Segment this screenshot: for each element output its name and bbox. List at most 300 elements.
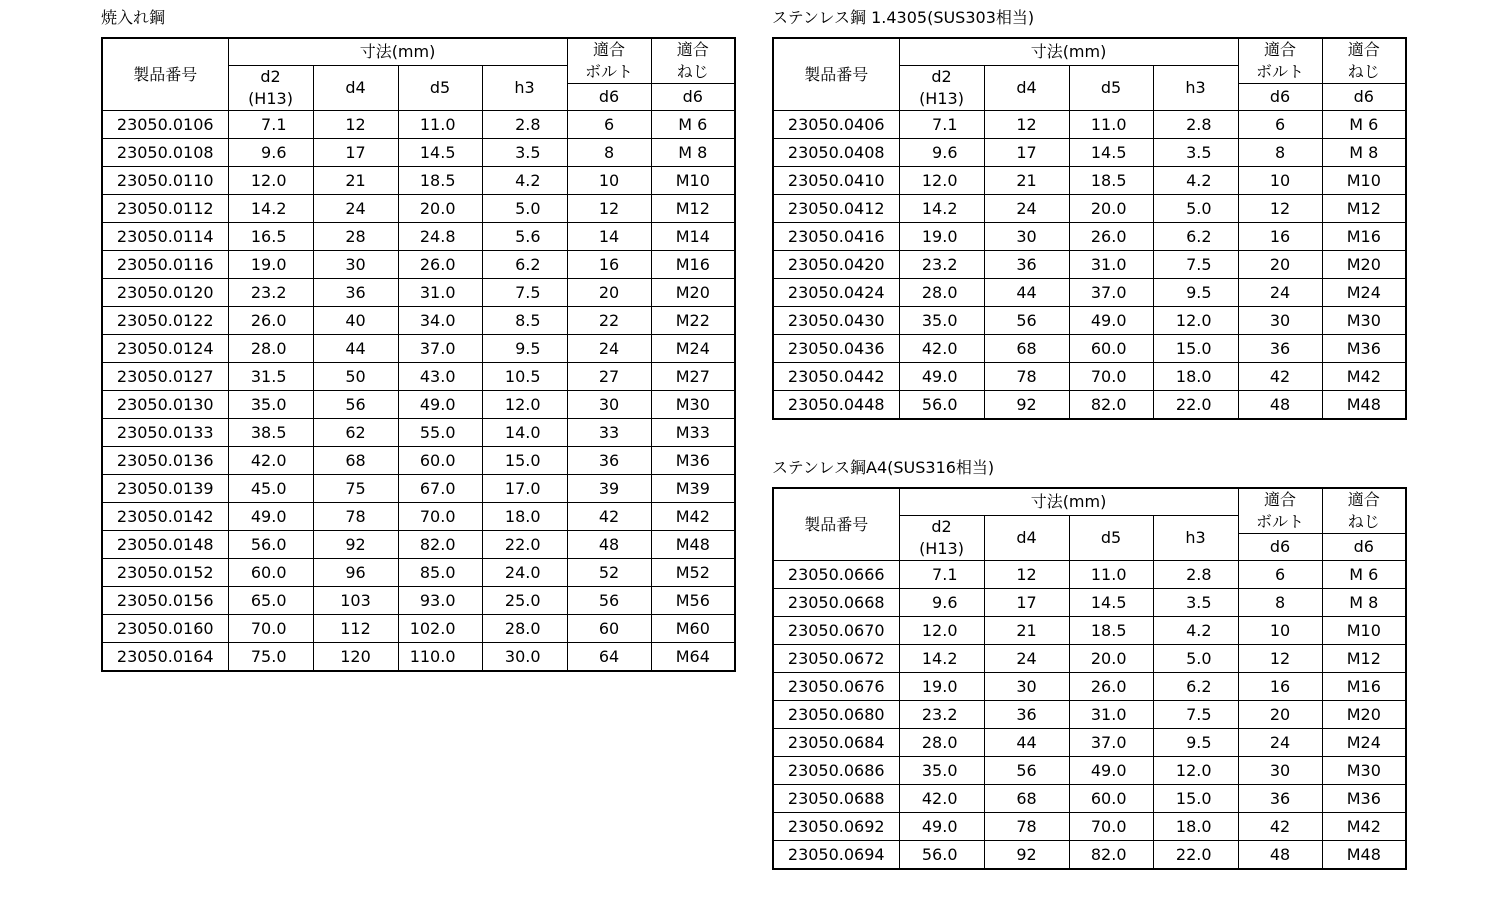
cell-d5: 82.0 xyxy=(398,531,482,559)
header-h3: h3 xyxy=(1153,66,1238,111)
table-row xyxy=(773,251,1406,279)
cell-h3: 9.5 xyxy=(482,335,567,363)
cell-d4: 92 xyxy=(984,841,1069,870)
cell-d5: 11.0 xyxy=(1069,561,1153,589)
header-d2-label: d2 xyxy=(931,67,952,86)
cell-thread: M 8 xyxy=(651,139,735,167)
cell-d4: 17 xyxy=(984,139,1069,167)
cell-d4: 36 xyxy=(313,279,398,307)
table-row xyxy=(773,279,1406,307)
cell-d4: 78 xyxy=(313,503,398,531)
cell-h3: 3.5 xyxy=(1153,139,1238,167)
cell-d4: 78 xyxy=(984,363,1069,391)
cell-h3: 18.0 xyxy=(1153,813,1238,841)
cell-h3: 2.8 xyxy=(482,111,567,139)
table-row xyxy=(102,223,735,251)
cell-product-no: 23050.0688 xyxy=(773,785,899,813)
cell-h3: 28.0 xyxy=(482,615,567,643)
spec-table xyxy=(772,487,1407,870)
cell-bolt-d6: 27 xyxy=(567,363,651,391)
cell-product-no: 23050.0406 xyxy=(773,111,899,139)
cell-d5: 85.0 xyxy=(398,559,482,587)
cell-thread: M36 xyxy=(1322,785,1406,813)
table-row xyxy=(102,195,735,223)
table-row xyxy=(773,617,1406,645)
header-d6-thread: d6 xyxy=(1322,84,1406,111)
cell-product-no: 23050.0133 xyxy=(102,419,228,447)
cell-d2: 9.6 xyxy=(899,589,984,617)
cell-product-no: 23050.0694 xyxy=(773,841,899,870)
header-d2 xyxy=(228,66,313,111)
cell-h3: 30.0 xyxy=(482,643,567,672)
cell-d4: 21 xyxy=(313,167,398,195)
cell-d2: 42.0 xyxy=(899,785,984,813)
cell-h3: 2.8 xyxy=(1153,561,1238,589)
cell-bolt-d6: 48 xyxy=(567,531,651,559)
cell-thread: M60 xyxy=(651,615,735,643)
cell-h3: 9.5 xyxy=(1153,729,1238,757)
cell-bolt-d6: 33 xyxy=(567,419,651,447)
cell-d2: 14.2 xyxy=(899,645,984,673)
cell-h3: 24.0 xyxy=(482,559,567,587)
header-row xyxy=(773,38,1406,66)
cell-d5: 34.0 xyxy=(398,307,482,335)
cell-thread: M48 xyxy=(651,531,735,559)
cell-bolt-d6: 56 xyxy=(567,587,651,615)
cell-d4: 112 xyxy=(313,615,398,643)
cell-h3: 5.0 xyxy=(1153,195,1238,223)
table-row xyxy=(773,195,1406,223)
table-row xyxy=(102,447,735,475)
header-dimensions: 寸法(mm) xyxy=(899,488,1238,516)
header-d6-thread: d6 xyxy=(651,84,735,111)
cell-h3: 8.5 xyxy=(482,307,567,335)
cell-d2: 12.0 xyxy=(899,617,984,645)
cell-d2: 35.0 xyxy=(899,307,984,335)
header-d4: d4 xyxy=(313,66,398,111)
table-row xyxy=(102,559,735,587)
header-d2-label: d2 xyxy=(260,67,281,86)
cell-d2: 49.0 xyxy=(899,813,984,841)
cell-product-no: 23050.0120 xyxy=(102,279,228,307)
cell-d2: 14.2 xyxy=(899,195,984,223)
cell-h3: 22.0 xyxy=(1153,391,1238,420)
header-thread-top: 適合 xyxy=(676,40,709,59)
cell-thread: M42 xyxy=(1322,813,1406,841)
table-title: ステンレス鋼 1.4305(SUS303相当) xyxy=(772,8,1035,27)
cell-bolt-d6: 52 xyxy=(567,559,651,587)
cell-bolt-d6: 24 xyxy=(1238,729,1322,757)
cell-product-no: 23050.0684 xyxy=(773,729,899,757)
cell-thread: M 8 xyxy=(1322,139,1406,167)
cell-d4: 56 xyxy=(984,757,1069,785)
cell-d4: 30 xyxy=(984,223,1069,251)
cell-d4: 17 xyxy=(313,139,398,167)
cell-d5: 67.0 xyxy=(398,475,482,503)
cell-bolt-d6: 14 xyxy=(567,223,651,251)
header-d2-tolerance: (H13) xyxy=(248,89,293,108)
table-row xyxy=(773,841,1406,870)
table-row xyxy=(773,335,1406,363)
cell-d4: 12 xyxy=(984,111,1069,139)
table-row xyxy=(773,589,1406,617)
cell-bolt-d6: 36 xyxy=(567,447,651,475)
table-row xyxy=(773,561,1406,589)
cell-bolt-d6: 42 xyxy=(1238,813,1322,841)
cell-d5: 102.0 xyxy=(398,615,482,643)
cell-product-no: 23050.0672 xyxy=(773,645,899,673)
table-row xyxy=(773,111,1406,139)
cell-thread: M36 xyxy=(1322,335,1406,363)
cell-h3: 5.0 xyxy=(482,195,567,223)
cell-d5: 49.0 xyxy=(1069,307,1153,335)
cell-thread: M24 xyxy=(1322,279,1406,307)
header-dimensions: 寸法(mm) xyxy=(899,38,1238,66)
cell-thread: M 6 xyxy=(1322,111,1406,139)
cell-d4: 24 xyxy=(984,645,1069,673)
cell-d5: 60.0 xyxy=(1069,335,1153,363)
cell-d2: 19.0 xyxy=(899,673,984,701)
cell-d5: 26.0 xyxy=(1069,223,1153,251)
header-h3: h3 xyxy=(482,66,567,111)
cell-d5: 37.0 xyxy=(1069,729,1153,757)
cell-d4: 96 xyxy=(313,559,398,587)
header-bolt xyxy=(1238,488,1322,534)
cell-bolt-d6: 10 xyxy=(1238,167,1322,195)
cell-thread: M10 xyxy=(651,167,735,195)
header-thread-bottom: ねじ xyxy=(1347,512,1380,531)
cell-bolt-d6: 20 xyxy=(567,279,651,307)
cell-d5: 31.0 xyxy=(1069,251,1153,279)
header-d2-tolerance: (H13) xyxy=(919,89,964,108)
cell-bolt-d6: 48 xyxy=(1238,841,1322,870)
cell-d2: 7.1 xyxy=(899,561,984,589)
cell-product-no: 23050.0110 xyxy=(102,167,228,195)
header-d6-bolt: d6 xyxy=(1238,84,1322,111)
table-row xyxy=(102,139,735,167)
cell-product-no: 23050.0127 xyxy=(102,363,228,391)
cell-d2: 42.0 xyxy=(899,335,984,363)
cell-product-no: 23050.0412 xyxy=(773,195,899,223)
cell-d5: 11.0 xyxy=(1069,111,1153,139)
header-bolt-bottom: ボルト xyxy=(1256,512,1305,531)
cell-d2: 19.0 xyxy=(228,251,313,279)
cell-d4: 30 xyxy=(984,673,1069,701)
cell-product-no: 23050.0152 xyxy=(102,559,228,587)
header-thread-top: 適合 xyxy=(1347,490,1380,509)
cell-d5: 43.0 xyxy=(398,363,482,391)
cell-bolt-d6: 16 xyxy=(1238,223,1322,251)
cell-bolt-d6: 6 xyxy=(1238,111,1322,139)
header-d5: d5 xyxy=(1069,66,1153,111)
cell-d2: 70.0 xyxy=(228,615,313,643)
cell-d5: 26.0 xyxy=(398,251,482,279)
cell-thread: M20 xyxy=(1322,701,1406,729)
header-d4: d4 xyxy=(984,516,1069,561)
cell-thread: M 6 xyxy=(1322,561,1406,589)
cell-bolt-d6: 8 xyxy=(1238,589,1322,617)
cell-d5: 18.5 xyxy=(1069,617,1153,645)
cell-bolt-d6: 39 xyxy=(567,475,651,503)
cell-d2: 23.2 xyxy=(228,279,313,307)
cell-bolt-d6: 36 xyxy=(1238,335,1322,363)
header-thread-top: 適合 xyxy=(1347,40,1380,59)
cell-d5: 55.0 xyxy=(398,419,482,447)
cell-thread: M10 xyxy=(1322,617,1406,645)
cell-bolt-d6: 12 xyxy=(567,195,651,223)
cell-bolt-d6: 10 xyxy=(567,167,651,195)
cell-d2: 49.0 xyxy=(228,503,313,531)
header-thread-bottom: ねじ xyxy=(1347,62,1380,81)
cell-thread: M16 xyxy=(1322,223,1406,251)
header-d5: d5 xyxy=(1069,516,1153,561)
table-row xyxy=(773,757,1406,785)
table-row xyxy=(773,363,1406,391)
header-d6-bolt: d6 xyxy=(567,84,651,111)
cell-bolt-d6: 16 xyxy=(567,251,651,279)
cell-d4: 24 xyxy=(313,195,398,223)
cell-d2: 45.0 xyxy=(228,475,313,503)
cell-h3: 10.5 xyxy=(482,363,567,391)
cell-product-no: 23050.0160 xyxy=(102,615,228,643)
table-row xyxy=(773,391,1406,420)
table-row xyxy=(102,335,735,363)
cell-h3: 3.5 xyxy=(1153,589,1238,617)
cell-thread: M16 xyxy=(1322,673,1406,701)
table-row xyxy=(102,587,735,615)
cell-d5: 110.0 xyxy=(398,643,482,672)
cell-bolt-d6: 64 xyxy=(567,643,651,672)
cell-bolt-d6: 22 xyxy=(567,307,651,335)
cell-d4: 40 xyxy=(313,307,398,335)
cell-d4: 68 xyxy=(984,335,1069,363)
cell-h3: 6.2 xyxy=(1153,223,1238,251)
cell-d5: 82.0 xyxy=(1069,841,1153,870)
cell-thread: M30 xyxy=(1322,307,1406,335)
header-d4: d4 xyxy=(984,66,1069,111)
header-bolt-bottom: ボルト xyxy=(1256,62,1305,81)
cell-thread: M12 xyxy=(1322,645,1406,673)
cell-thread: M36 xyxy=(651,447,735,475)
table-row xyxy=(773,139,1406,167)
cell-product-no: 23050.0430 xyxy=(773,307,899,335)
cell-d2: 28.0 xyxy=(899,729,984,757)
cell-product-no: 23050.0148 xyxy=(102,531,228,559)
cell-d5: 18.5 xyxy=(1069,167,1153,195)
cell-h3: 4.2 xyxy=(1153,617,1238,645)
cell-h3: 12.0 xyxy=(482,391,567,419)
cell-d2: 65.0 xyxy=(228,587,313,615)
header-bolt-top: 適合 xyxy=(1264,490,1297,509)
header-row xyxy=(773,488,1406,516)
cell-d5: 31.0 xyxy=(398,279,482,307)
table-row xyxy=(102,531,735,559)
cell-d5: 14.5 xyxy=(398,139,482,167)
header-d6-thread: d6 xyxy=(1322,534,1406,561)
cell-bolt-d6: 30 xyxy=(567,391,651,419)
cell-h3: 22.0 xyxy=(1153,841,1238,870)
cell-bolt-d6: 30 xyxy=(1238,757,1322,785)
cell-thread: M52 xyxy=(651,559,735,587)
cell-thread: M20 xyxy=(1322,251,1406,279)
table-row xyxy=(102,279,735,307)
table-row xyxy=(102,391,735,419)
header-bolt xyxy=(567,38,651,84)
cell-thread: M10 xyxy=(1322,167,1406,195)
table-row xyxy=(102,419,735,447)
table-row xyxy=(773,785,1406,813)
cell-bolt-d6: 8 xyxy=(1238,139,1322,167)
cell-bolt-d6: 6 xyxy=(567,111,651,139)
cell-h3: 5.0 xyxy=(1153,645,1238,673)
header-product-no: 製品番号 xyxy=(773,488,899,561)
header-bolt xyxy=(1238,38,1322,84)
cell-d2: 28.0 xyxy=(228,335,313,363)
cell-product-no: 23050.0116 xyxy=(102,251,228,279)
cell-d5: 20.0 xyxy=(1069,195,1153,223)
cell-d4: 28 xyxy=(313,223,398,251)
cell-d4: 56 xyxy=(313,391,398,419)
cell-product-no: 23050.0136 xyxy=(102,447,228,475)
cell-d4: 78 xyxy=(984,813,1069,841)
cell-thread: M56 xyxy=(651,587,735,615)
cell-thread: M12 xyxy=(1322,195,1406,223)
cell-d2: 23.2 xyxy=(899,251,984,279)
cell-bolt-d6: 20 xyxy=(1238,701,1322,729)
cell-thread: M 8 xyxy=(1322,589,1406,617)
table-row xyxy=(773,223,1406,251)
cell-h3: 15.0 xyxy=(1153,785,1238,813)
cell-h3: 6.2 xyxy=(482,251,567,279)
cell-d2: 56.0 xyxy=(899,841,984,870)
cell-product-no: 23050.0142 xyxy=(102,503,228,531)
cell-thread: M14 xyxy=(651,223,735,251)
cell-h3: 7.5 xyxy=(1153,701,1238,729)
cell-d5: 60.0 xyxy=(1069,785,1153,813)
cell-thread: M12 xyxy=(651,195,735,223)
cell-product-no: 23050.0139 xyxy=(102,475,228,503)
cell-product-no: 23050.0666 xyxy=(773,561,899,589)
cell-product-no: 23050.0164 xyxy=(102,643,228,672)
cell-d5: 70.0 xyxy=(398,503,482,531)
cell-product-no: 23050.0670 xyxy=(773,617,899,645)
table-row xyxy=(102,307,735,335)
cell-d4: 21 xyxy=(984,167,1069,195)
cell-product-no: 23050.0112 xyxy=(102,195,228,223)
cell-bolt-d6: 24 xyxy=(1238,279,1322,307)
cell-d4: 75 xyxy=(313,475,398,503)
cell-h3: 6.2 xyxy=(1153,673,1238,701)
cell-bolt-d6: 16 xyxy=(1238,673,1322,701)
header-d5: d5 xyxy=(398,66,482,111)
table-row xyxy=(773,167,1406,195)
cell-h3: 15.0 xyxy=(1153,335,1238,363)
cell-product-no: 23050.0410 xyxy=(773,167,899,195)
table-row xyxy=(102,111,735,139)
cell-h3: 7.5 xyxy=(482,279,567,307)
header-d6-bolt: d6 xyxy=(1238,534,1322,561)
cell-d5: 70.0 xyxy=(1069,813,1153,841)
cell-d4: 103 xyxy=(313,587,398,615)
cell-d5: 26.0 xyxy=(1069,673,1153,701)
table-title: 焼入れ鋼 xyxy=(101,8,166,27)
cell-thread: M48 xyxy=(1322,391,1406,420)
cell-d5: 93.0 xyxy=(398,587,482,615)
cell-bolt-d6: 42 xyxy=(567,503,651,531)
cell-thread: M 6 xyxy=(651,111,735,139)
cell-d4: 62 xyxy=(313,419,398,447)
cell-thread: M30 xyxy=(651,391,735,419)
cell-d2: 23.2 xyxy=(899,701,984,729)
cell-d2: 7.1 xyxy=(228,111,313,139)
cell-h3: 9.5 xyxy=(1153,279,1238,307)
cell-product-no: 23050.0108 xyxy=(102,139,228,167)
table-row xyxy=(773,673,1406,701)
cell-product-no: 23050.0686 xyxy=(773,757,899,785)
header-d2 xyxy=(899,516,984,561)
cell-bolt-d6: 60 xyxy=(567,615,651,643)
cell-d2: 14.2 xyxy=(228,195,313,223)
table-row xyxy=(773,645,1406,673)
cell-d5: 20.0 xyxy=(398,195,482,223)
cell-h3: 12.0 xyxy=(1153,307,1238,335)
header-bolt-bottom: ボルト xyxy=(585,62,634,81)
table-row xyxy=(102,363,735,391)
cell-d4: 12 xyxy=(984,561,1069,589)
header-d2-tolerance: (H13) xyxy=(919,539,964,558)
cell-h3: 4.2 xyxy=(1153,167,1238,195)
cell-d5: 49.0 xyxy=(398,391,482,419)
header-bolt-top: 適合 xyxy=(1264,40,1297,59)
cell-thread: M33 xyxy=(651,419,735,447)
cell-d5: 70.0 xyxy=(1069,363,1153,391)
cell-d4: 17 xyxy=(984,589,1069,617)
table-row xyxy=(773,701,1406,729)
cell-d4: 24 xyxy=(984,195,1069,223)
cell-d2: 75.0 xyxy=(228,643,313,672)
cell-d5: 37.0 xyxy=(398,335,482,363)
cell-bolt-d6: 8 xyxy=(567,139,651,167)
cell-d2: 56.0 xyxy=(228,531,313,559)
cell-h3: 18.0 xyxy=(482,503,567,531)
table-row xyxy=(102,643,735,672)
cell-product-no: 23050.0130 xyxy=(102,391,228,419)
cell-thread: M24 xyxy=(1322,729,1406,757)
cell-bolt-d6: 48 xyxy=(1238,391,1322,420)
cell-d2: 31.5 xyxy=(228,363,313,391)
cell-d4: 36 xyxy=(984,251,1069,279)
cell-h3: 17.0 xyxy=(482,475,567,503)
cell-h3: 14.0 xyxy=(482,419,567,447)
cell-d2: 28.0 xyxy=(899,279,984,307)
cell-h3: 22.0 xyxy=(482,531,567,559)
cell-d4: 30 xyxy=(313,251,398,279)
cell-h3: 2.8 xyxy=(1153,111,1238,139)
cell-d4: 120 xyxy=(313,643,398,672)
header-product-no: 製品番号 xyxy=(773,38,899,111)
cell-thread: M39 xyxy=(651,475,735,503)
cell-d2: 9.6 xyxy=(899,139,984,167)
cell-d5: 60.0 xyxy=(398,447,482,475)
cell-d2: 38.5 xyxy=(228,419,313,447)
header-thread xyxy=(1322,38,1406,84)
table-row xyxy=(773,813,1406,841)
cell-d4: 21 xyxy=(984,617,1069,645)
cell-product-no: 23050.0106 xyxy=(102,111,228,139)
header-h3: h3 xyxy=(1153,516,1238,561)
cell-thread: M16 xyxy=(651,251,735,279)
cell-d2: 9.6 xyxy=(228,139,313,167)
